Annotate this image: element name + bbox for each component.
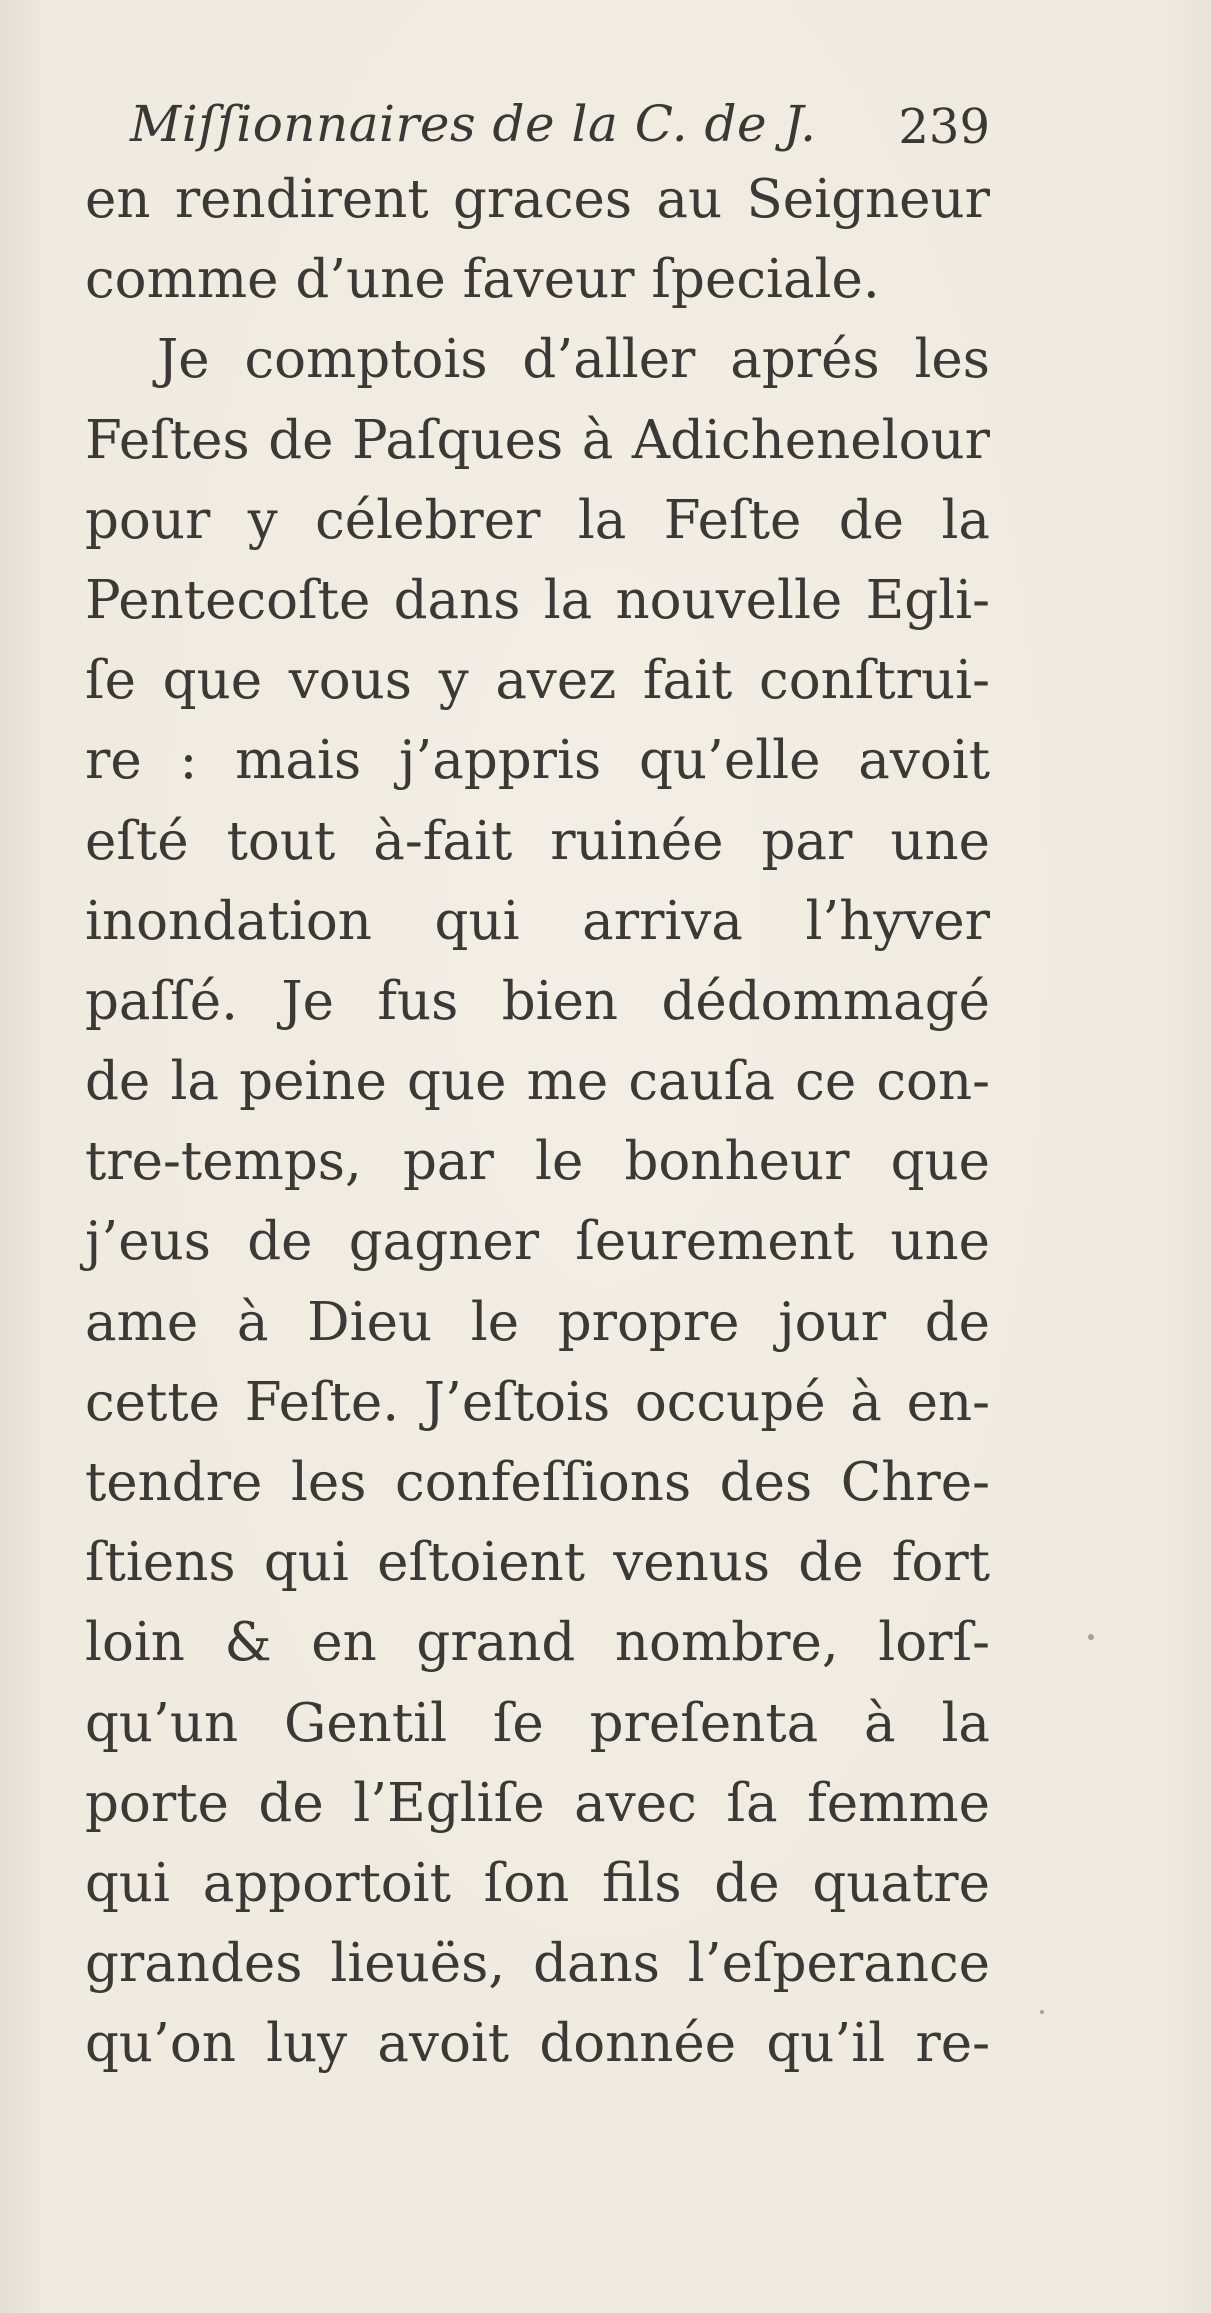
text-line: qu’un Gentil ſe preſenta à la [85, 1692, 990, 1754]
text-line: ſe que vous y avez fait conſtrui- [85, 650, 990, 712]
text-line: en rendirent graces au Seigneur [85, 169, 990, 230]
paper-speck [1040, 2010, 1044, 2014]
paper-speck [1088, 1634, 1094, 1640]
text-line: cette Feſte. J’eſtois occupé à en- [85, 1371, 990, 1433]
text-line: qu’on luy avoit donnée qu’il re- [85, 2013, 990, 2075]
text-line: grandes lieuës, dans l’eſperance [85, 1933, 990, 1995]
text-line: qui apportoit ſon fils de quatre [85, 1852, 990, 1914]
text-line: comme d’une faveur ſpeciale. [85, 249, 880, 311]
text-line: re : mais j’appris qu’elle avoit [85, 730, 990, 792]
text-line: tendre les confeſſions des Chre- [85, 1452, 990, 1513]
text-line: j’eus de gagner ſeurement une [85, 1211, 990, 1273]
text-line: loin & en grand nombre, lorſ- [85, 1612, 990, 1674]
text-line: tre-temps, par le bonheur que [85, 1131, 990, 1193]
text-line: porte de l’Egliſe avec ſa femme [85, 1772, 990, 1834]
text-line: Feſtes de Paſques à Adichenelour [85, 409, 990, 471]
text-line: paſſé. Je fus bien dédommagé [85, 970, 990, 1032]
text-line: ame à Dieu le propre jour de [85, 1291, 990, 1353]
text-line: de la peine que me cauſa ce con- [85, 1051, 990, 1113]
page-number: 239 [898, 99, 990, 155]
text-line: pour y célebrer la Feſte de la [85, 489, 990, 551]
text-line: ſtiens qui eſtoient venus de fort [85, 1532, 990, 1594]
body-text [85, 160, 990, 2085]
running-title: Miſſionnaires de la C. de J. [130, 95, 817, 153]
text-line: inondation qui arriva l’hyver [85, 890, 990, 952]
running-header [130, 95, 990, 155]
text-line: eſté tout à-fait ruinée par une [85, 810, 990, 872]
text-line: Pentecoſte dans la nouvelle Egli- [85, 569, 990, 631]
text-line: Je comptois d’aller aprés les [157, 329, 990, 391]
